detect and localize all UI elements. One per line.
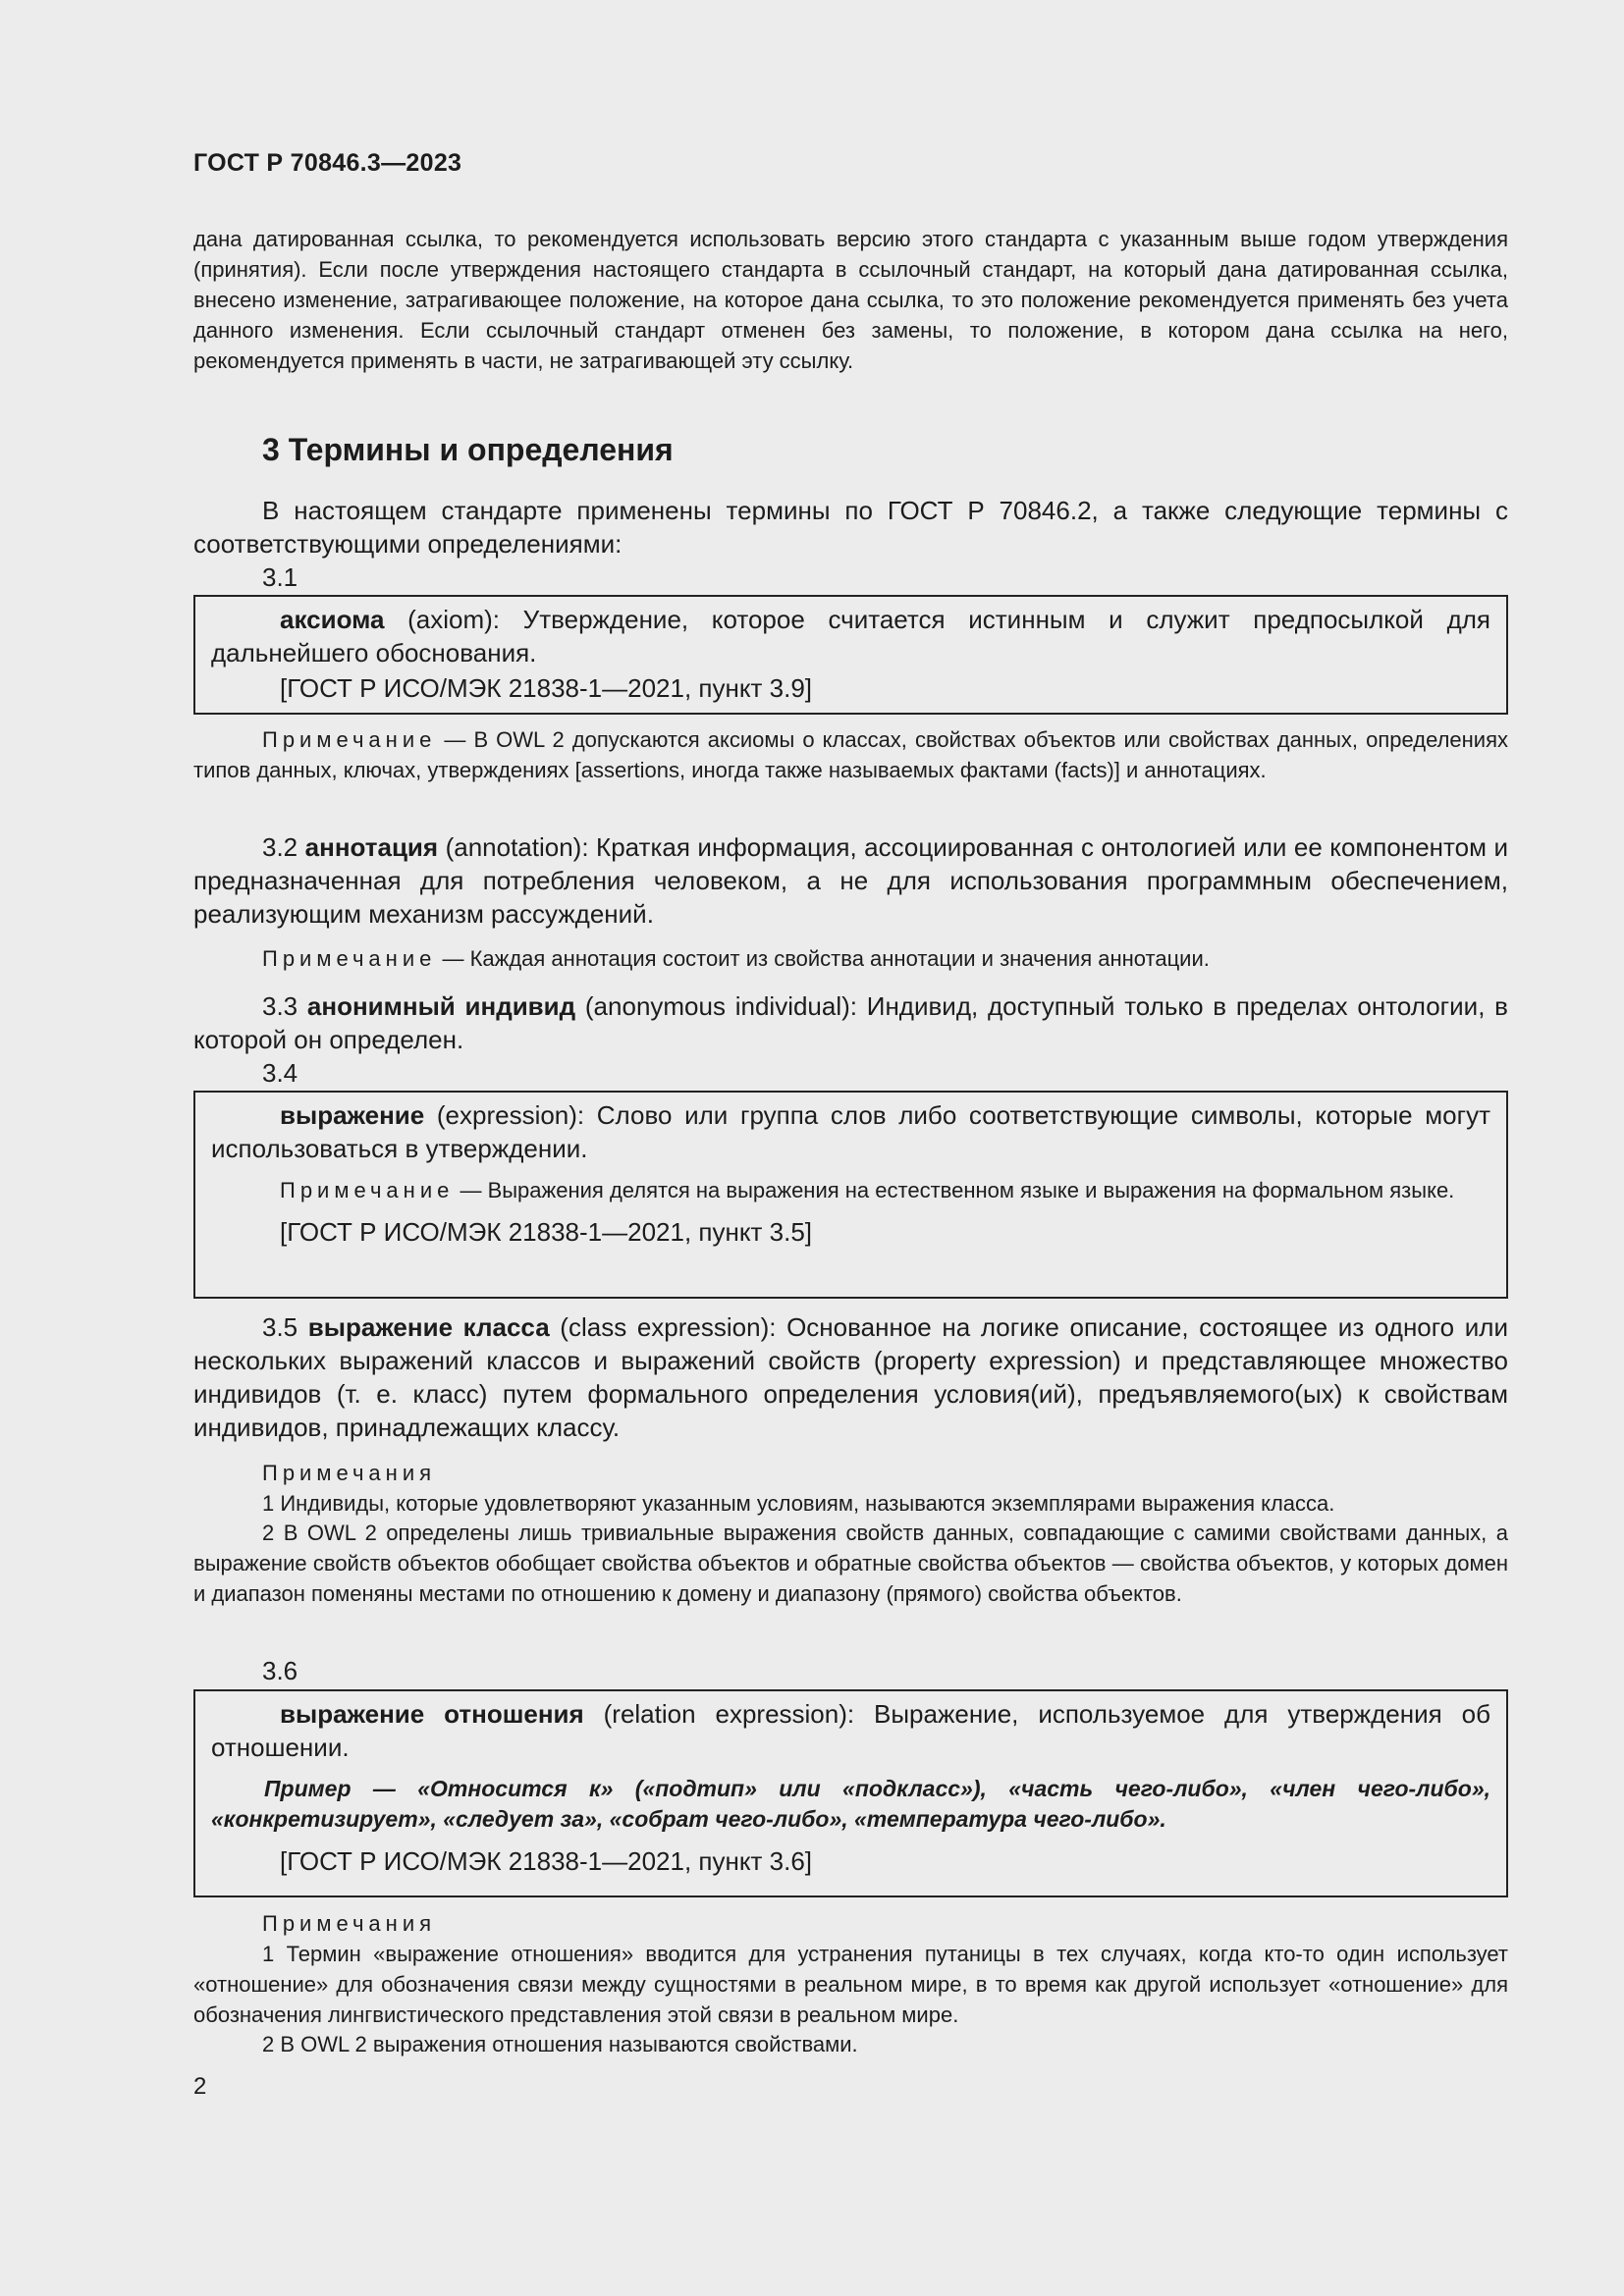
note-2-3-5: 2 В OWL 2 определены лишь тривиальные выражения свойств данных, совпадающие с самими свойствами данных, а выражение свойств объектов обобщает свойства объектов и обратные свойства объектов — свойства объектов, у которых домен и диапазон поменяны местами по отношению к домену и диапазону (прямого) свойства объектов. <box>193 1521 1508 1606</box>
note-1-3-5: 1 Индивиды, которые удовлетворяют указанным условиям, называются экземплярами выражения класса. <box>262 1491 1335 1516</box>
note-1-3-6: 1 Термин «выражение отношения» вводится для устранения путаницы в тех случаях, когда кто-то один использует «отношение» для обозначения связи между сущностями в реальном мире, в то время как другой использует «отношение» для обозначения лингвистического представления этой связи в реальном мире. <box>193 1942 1508 2027</box>
note-text: — В OWL 2 допускаются аксиомы о классах, свойствах объектов или свойствах данных, определениях типов данных, ключах, утверждениях [assertions, иногда также называемых фактами (facts)] и аннотациях. <box>193 727 1508 782</box>
term-definition-3-5 <box>193 1310 1508 1444</box>
term-number: 3.2 <box>262 832 298 862</box>
term-def-text: (axiom): Утверждение, которое считается истинным и служит предпосылкой для дальнейшего обоснования. <box>211 605 1490 667</box>
note-label: Примечание <box>262 946 437 971</box>
note-text: — Каждая аннотация состоит из свойства аннотации и значения аннотации. <box>436 946 1210 971</box>
term-name: аксиома <box>280 605 385 634</box>
term-definition-3-3 <box>193 989 1508 1056</box>
term-definition-3-1 <box>211 603 1490 669</box>
note-label: Примечание <box>280 1178 455 1202</box>
term-box-3-1 <box>193 595 1508 715</box>
term-definition-3-2 <box>193 830 1508 931</box>
term-def-text: (anonymous individual): Индивид, доступный только в пределах онтологии, в которой он определен. <box>193 991 1508 1054</box>
term-box-3-6 <box>193 1689 1508 1897</box>
term-def-text: (annotation): Краткая информация, ассоциированная с онтологией или ее компонентом и предназначенная для потребления человеком, а не для использования программным обеспечением, реализующим механизм рассуждений. <box>193 832 1508 929</box>
term-number-3-1: 3.1 <box>262 562 298 592</box>
section-title: 3 Термины и определения <box>262 432 674 467</box>
term-number-3-6: 3.6 <box>262 1656 298 1685</box>
term-def-text: (expression): Слово или группа слов либо соответствующие символы, которые могут использоваться в утверждении. <box>211 1100 1490 1163</box>
term-source-3-6: [ГОСТ Р ИСО/МЭК 21838-1—2021, пункт 3.6] <box>280 1846 813 1876</box>
section-intro: В настоящем стандарте применены термины по ГОСТ Р 70846.2, а также следующие термины с соответствующими определениями: <box>193 496 1508 559</box>
term-box-3-4 <box>193 1091 1508 1299</box>
term-source-3-4: [ГОСТ Р ИСО/МЭК 21838-1—2021, пункт 3.5] <box>280 1217 813 1247</box>
note-2-3-6: 2 В OWL 2 выражения отношения называются свойствами. <box>262 2032 858 2056</box>
term-name: аннотация <box>304 832 439 862</box>
notes-label-3-5: Примечания <box>262 1461 437 1485</box>
note-text: — Выражения делятся на выражения на естественном языке и выражения на формальном языке. <box>454 1178 1455 1202</box>
term-name: выражение класса <box>307 1312 550 1342</box>
example-3-6: Пример — «Относится к» («подтип» или «подкласс»), «часть чего-либо», «член чего-либо», «конкретизирует», «следует за», «собрат чего-либо», «температура чего-либо». <box>211 1776 1490 1832</box>
note-3-4 <box>211 1175 1490 1205</box>
term-number-3-4: 3.4 <box>262 1058 298 1088</box>
term-def-text: (class expression): Основанное на логике описание, состоящее из одного или нескольких выражений классов и выражений свойств (property expression) и представляющее множество индивидов (т. е. класс) путем формального определения условия(ий), предъявляемого(ых) к свойствам индивидов, принадлежащих классу. <box>193 1312 1508 1442</box>
term-name: анонимный индивид <box>306 991 576 1021</box>
note-label: Примечание <box>262 727 437 752</box>
page-number: 2 <box>193 2073 207 2100</box>
term-def-text: (relation expression): Выражение, используемое для утверждения об отношении. <box>211 1699 1490 1762</box>
term-number: 3.3 <box>262 991 298 1021</box>
term-name: выражение <box>280 1100 425 1130</box>
notes-label-3-6: Примечания <box>262 1911 437 1936</box>
term-number: 3.5 <box>262 1312 298 1342</box>
term-name: выражение отношения <box>280 1699 584 1729</box>
intro-paragraph: дана датированная ссылка, то рекомендуется использовать версию этого стандарта с указанным выше годом утверждения (принятия). Если после утверждения настоящего стандарта в ссылочный стандарт, на который дана датированная ссылка, внесено изменение, затрагивающее положение, на которое дана ссылка, то это положение рекомендуется применять без учета данного изменения. Если ссылочный стандарт отменен без замены, то положение, в котором дана ссылка на него, рекомендуется применять в части, не затрагивающей эту ссылку. <box>193 227 1508 373</box>
term-definition-3-4 <box>211 1098 1490 1165</box>
term-definition-3-6 <box>211 1697 1490 1764</box>
note-3-1 <box>193 724 1508 785</box>
document-header: ГОСТ Р 70846.3—2023 <box>193 149 462 177</box>
term-source-3-1: [ГОСТ Р ИСО/МЭК 21838-1—2021, пункт 3.9] <box>280 673 813 703</box>
note-3-2 <box>193 943 1508 974</box>
